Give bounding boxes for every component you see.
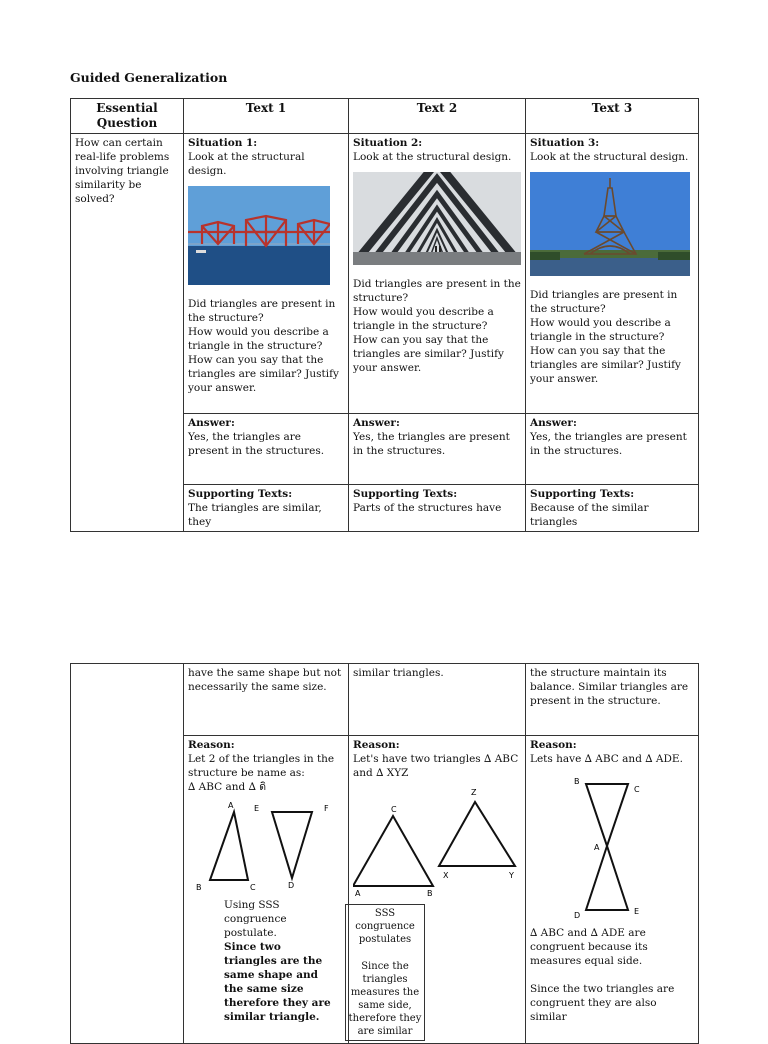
answer-1-cell — [184, 414, 349, 485]
situation-1-cell — [184, 134, 349, 414]
supporting-3-text: Because of the similar triangles — [530, 502, 649, 528]
supporting-1-continued: have the same shape but not necessarily the same size. — [184, 664, 349, 736]
guided-generalization-table-continued — [70, 663, 699, 1044]
answer-3-text: Yes, the triangles are present in the structures. — [530, 431, 687, 457]
reason-2-box — [345, 904, 425, 1041]
t3-label-e: E — [634, 907, 640, 916]
supporting-2-continued: similar triangles. — [349, 664, 526, 736]
supporting-1-label: Supporting Texts: — [188, 488, 293, 500]
t1-label-a: A — [228, 801, 234, 810]
reason-1-triangles — [188, 800, 338, 892]
t2-label-y: Y — [509, 871, 514, 880]
answer-1-label: Answer: — [188, 417, 235, 429]
reason-2-postulate: SSS congruence postulates — [355, 908, 415, 945]
header-text-1: Text 1 — [184, 99, 349, 134]
t2-label-x: X — [443, 871, 449, 880]
situation-3-cell — [526, 134, 699, 414]
answer-3-cell — [526, 414, 699, 485]
supporting-1-cell — [184, 485, 349, 532]
situation-2-heading: Situation 2: — [353, 137, 423, 149]
t1-label-b: B — [196, 883, 202, 892]
situation-2-cell — [349, 134, 526, 414]
t3-label-c: C — [634, 785, 640, 794]
reason-1-label: Reason: — [188, 739, 235, 751]
situation-1-prompt: Look at the structural design. — [188, 151, 305, 177]
reason-1-using: Using SSS congruence postulate. — [224, 899, 287, 939]
triangle-corridor-photo — [353, 172, 521, 265]
essential-question-cell: How can certain real-life problems involving triangle similarity be solved? — [71, 134, 184, 532]
reason-3-congruent: ∆ ABC and ∆ ADE are congruent because its measures equal side. — [530, 927, 648, 967]
answer-2-cell — [349, 414, 526, 485]
reason-3-since: Since the two triangles are congruent they are also similar — [530, 983, 675, 1023]
reason-1-cell — [184, 736, 349, 1044]
reason-2-triangles — [353, 786, 523, 898]
supporting-3-label: Supporting Texts: — [530, 488, 635, 500]
situation-2-questions: Did triangles are present in the structure? How would you describe a triangle in the structure? How can you say that the triangles are similar? Justify your answer. — [353, 278, 521, 374]
t1-label-f: F — [324, 804, 329, 813]
t3-label-d: D — [574, 911, 581, 920]
bridge-photo — [188, 186, 330, 285]
situation-3-questions: Did triangles are present in the structure? How would you describe a triangle in the structure? How can you say that the triangles are similar? Justify your answer. — [530, 289, 681, 385]
reason-2-since: Since the triangles measures the same side, therefore they are similar — [348, 961, 422, 1037]
supporting-3-cell — [526, 485, 699, 532]
supporting-2-text: Parts of the structures have — [353, 502, 502, 514]
reason-2-cell — [349, 736, 526, 1044]
t2-label-b: B — [427, 889, 433, 898]
reason-3-bowtie-triangles — [530, 772, 690, 920]
t3-label-a: A — [594, 843, 600, 852]
supporting-2-cell — [349, 485, 526, 532]
answer-2-label: Answer: — [353, 417, 400, 429]
situation-3-prompt: Look at the structural design. — [530, 151, 689, 163]
supporting-3-continued: the structure maintain its balance. Similar triangles are present in the structure. — [526, 664, 699, 736]
guided-generalization-table — [70, 98, 699, 532]
situation-1-heading: Situation 1: — [188, 137, 258, 149]
header-text-3: Text 3 — [526, 99, 699, 134]
answer-2-text: Yes, the triangles are present in the structures. — [353, 431, 510, 457]
t2-label-a: A — [355, 889, 361, 898]
page-title: Guided Generalization — [70, 70, 228, 85]
reason-2-text: Let's have two triangles ∆ ABC and ∆ XYZ — [353, 753, 519, 779]
reason-3-text: Lets have ∆ ABC and ∆ ADE. — [530, 753, 683, 765]
t1-label-e: E — [254, 804, 260, 813]
supporting-1-text: The triangles are similar, they — [188, 502, 322, 528]
essential-question-continued — [71, 664, 184, 1044]
reason-3-cell — [526, 736, 699, 1044]
header-text-2: Text 2 — [349, 99, 526, 134]
situation-2-prompt: Look at the structural design. — [353, 151, 512, 163]
answer-3-label: Answer: — [530, 417, 577, 429]
situation-1-questions: Did triangles are present in the structure? How would you describe a triangle in the structure? How can you say that the triangles are similar? Justify your answer. — [188, 298, 339, 394]
t1-label-d: D — [288, 881, 295, 890]
t1-label-c: C — [250, 883, 256, 892]
t2-label-c: C — [391, 805, 397, 814]
t3-label-b: B — [574, 777, 580, 786]
t2-label-z: Z — [471, 788, 477, 797]
reason-1-text: Let 2 of the triangles in the structure be name as: ∆ ABC and ∆ ดิ — [188, 753, 335, 793]
reason-2-label: Reason: — [353, 739, 400, 751]
header-essential-question: Essential Question — [71, 99, 184, 134]
situation-3-heading: Situation 3: — [530, 137, 600, 149]
eiffel-tower-photo — [530, 172, 690, 276]
reason-1-conclusion: Since two triangles are the same shape and the same size therefore they are similar triangle. — [224, 941, 331, 1023]
answer-1-text: Yes, the triangles are present in the structures. — [188, 431, 325, 457]
supporting-2-label: Supporting Texts: — [353, 488, 458, 500]
reason-3-label: Reason: — [530, 739, 577, 751]
